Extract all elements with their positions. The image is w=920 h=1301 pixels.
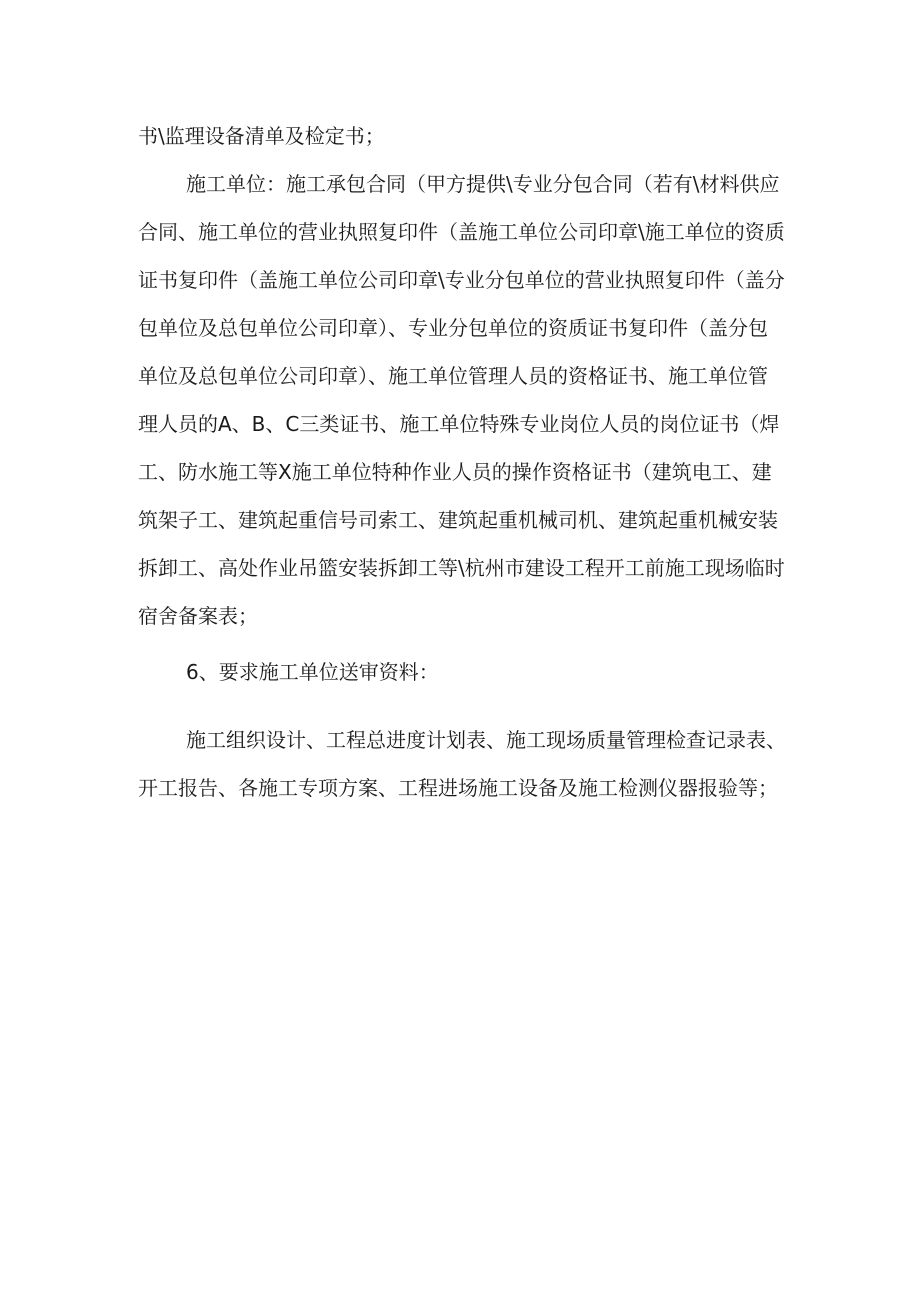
text-line: 筑架子工、建筑起重信号司索工、建筑起重机械司机、建筑起重机械安装 [138,508,778,532]
text-line: 施工单位：施工承包合同（甲方提供\专业分包合同（若有\材料供应 [186,172,780,196]
text-line: 开工报告、各施工专项方案、工程进场施工设备及施工检测仪器报验等； [138,776,778,800]
text-line: 理人员的A、B、C三类证书、施工单位特殊专业岗位人员的岗位证书（焊 [138,412,780,436]
text-line: 施工组织设计、工程总进度计划表、施工现场质量管理检查记录表、 [186,728,786,752]
section-heading: 6、要求施工单位送审资料： [186,660,439,684]
text-line: 书\监理设备清单及检定书； [138,124,385,148]
text-line: 拆卸工、高处作业吊篮安装拆卸工等\杭州市建设工程开工前施工现场临时 [138,556,785,580]
text-line: 包单位及总包单位公司印章）、专业分包单位的资质证书复印件（盖分包 [138,316,768,340]
text-line: 工、防水施工等X施工单位特种作业人员的操作资格证书（建筑电工、建 [138,460,772,484]
text-line: 单位及总包单位公司印章）、施工单位管理人员的资格证书、施工单位管 [138,364,768,388]
text-line: 证书复印件（盖施工单位公司印章\专业分包单位的营业执照复印件（盖分 [138,268,785,292]
text-line: 合同、施工单位的营业执照复印件（盖施工单位公司印章\施工单位的资质 [138,220,785,244]
text-line: 宿舍备案表； [138,604,258,628]
